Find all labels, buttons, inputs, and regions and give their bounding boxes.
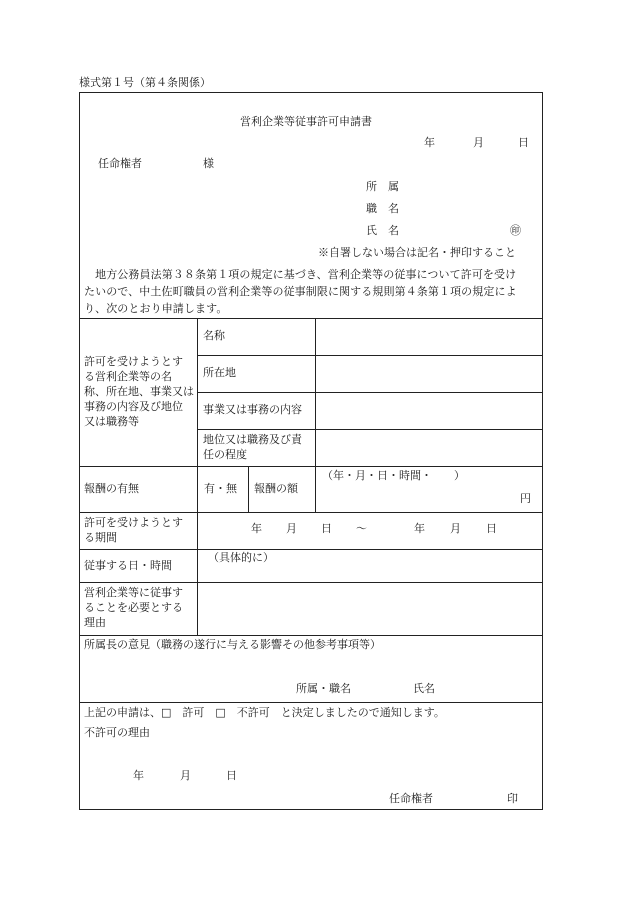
table-rule-vertical xyxy=(315,466,316,512)
form-label: 様式第１号（第４条関係） xyxy=(79,76,211,89)
enterprise-address-label: 所在地 xyxy=(203,366,236,379)
period-label: 許可を受けようとす る期間 xyxy=(84,516,183,544)
date-day-label: 日 xyxy=(518,136,529,149)
intro-line: り、次のとおり申請します。 xyxy=(84,302,228,315)
table-rule xyxy=(79,635,543,636)
table-rule xyxy=(79,549,543,550)
remuneration-period-options: （年・月・日・時間・ ） xyxy=(322,469,465,482)
supervisor-name-label: 氏名 xyxy=(413,682,435,695)
table-rule xyxy=(197,392,543,393)
period-start-day: 日 xyxy=(321,522,332,535)
schedule-label: 従事する日・時間 xyxy=(84,559,172,572)
remuneration-unit: 円 xyxy=(520,492,531,505)
decision-statement: 上記の申請は、□ 許可 □ 不許可 と決定しましたので通知します。 xyxy=(84,706,445,719)
table-rule xyxy=(79,318,543,319)
period-start-month: 月 xyxy=(286,522,297,535)
decision-date-day: 日 xyxy=(226,769,237,782)
refusal-reason-label: 不許可の理由 xyxy=(84,726,150,739)
decision-date-year: 年 xyxy=(133,769,144,782)
date-year-label: 年 xyxy=(424,136,435,149)
decision-authority-label: 任命権者 xyxy=(389,792,433,805)
table-rule xyxy=(79,702,543,703)
enterprise-position-label: 地位又は職務及び責 任の程度 xyxy=(203,433,302,461)
enterprise-header: 許可を受けようとす る営利企業等の名 称、所在地、事業又は 事務の内容及び地位 又は職務等 xyxy=(84,355,194,428)
table-rule xyxy=(197,429,543,430)
addressee-name: 任命権者 xyxy=(98,157,142,170)
remuneration-choice: 有・無 xyxy=(204,482,237,495)
table-rule xyxy=(79,466,543,467)
addressee-honorific: 様 xyxy=(203,157,214,170)
date-month-label: 月 xyxy=(473,136,484,149)
applicant-seal-mark: ㊞ xyxy=(510,224,521,237)
intro-paragraph xyxy=(84,266,540,317)
period-end-year: 年 xyxy=(414,522,425,535)
remuneration-amount-label: 報酬の額 xyxy=(254,482,298,495)
applicant-position-label: 職 名 xyxy=(366,202,399,215)
schedule-note: （具体的に） xyxy=(208,551,274,564)
intro-line: たいので、中土佐町職員の営利企業等の従事制限に関する規則第４条第１項の規定によ xyxy=(84,285,517,298)
applicant-affiliation-label: 所 属 xyxy=(366,180,399,193)
table-rule-vertical xyxy=(197,318,198,635)
period-tilde: ～ xyxy=(356,522,367,535)
form-title: 営利企業等従事許可申請書 xyxy=(240,115,372,128)
intro-line: 地方公務員法第３８条第１項の規定に基づき、営利企業等の従事について許可を受け xyxy=(84,268,517,281)
table-rule xyxy=(79,512,543,513)
applicant-name-label: 氏 名 xyxy=(366,224,399,237)
decision-seal-mark: 印 xyxy=(507,792,518,805)
reason-label: 営利企業等に従事す ることを必要とする 理由 xyxy=(84,586,183,629)
supervisor-opinion-heading: 所属長の意見（職務の遂行に与える影響その他参考事項等） xyxy=(84,638,381,651)
table-rule-vertical xyxy=(315,318,316,466)
enterprise-name-label: 名称 xyxy=(203,329,225,342)
period-end-day: 日 xyxy=(486,522,497,535)
signature-note: ※自署しない場合は記名・押印すること xyxy=(318,246,516,259)
table-rule xyxy=(79,582,543,583)
period-start-year: 年 xyxy=(251,522,262,535)
decision-date-month: 月 xyxy=(180,769,191,782)
period-end-month: 月 xyxy=(450,522,461,535)
table-rule-vertical xyxy=(248,466,249,512)
supervisor-position-label: 所属・職名 xyxy=(296,682,351,695)
remuneration-label: 報酬の有無 xyxy=(84,482,139,495)
table-rule xyxy=(197,355,543,356)
enterprise-business-label: 事業又は事務の内容 xyxy=(203,403,302,416)
